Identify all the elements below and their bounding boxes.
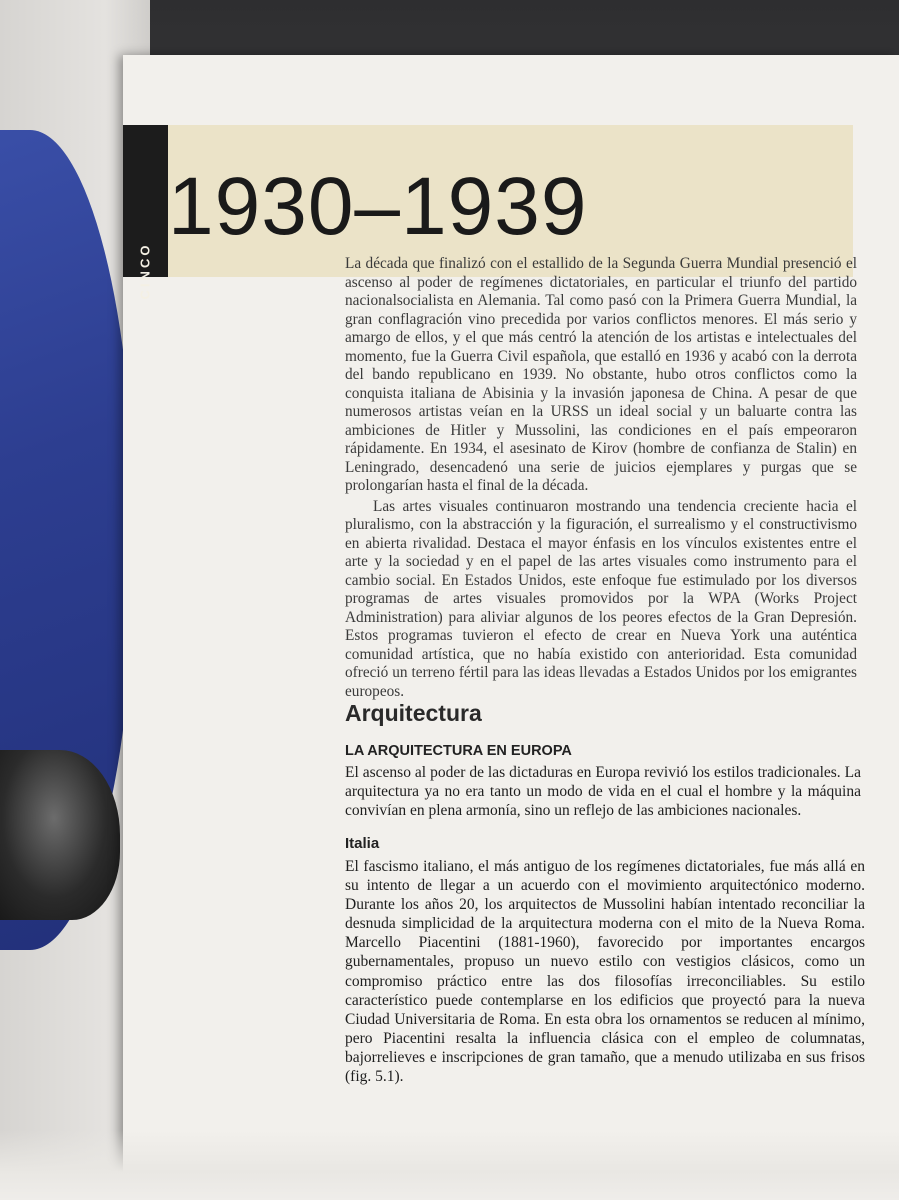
italia-heading: Italia <box>345 835 380 852</box>
intro-text <box>345 255 857 701</box>
left-page-sculpture-photo <box>0 750 120 920</box>
chapter-label: CINCO <box>137 242 153 300</box>
chapter-title: 1930–1939 <box>168 160 588 252</box>
intro-paragraph: La década que finalizó con el estallido de la Segunda Guerra Mundial presenció el ascenso al poder de regímenes dictatoriales, en particular el triunfo del partido nacionalsocialista en Alemania. Tal como pasó con la Primera Guerra Mundial, la gran conflagración vino precedida por varios conflictos menores. El más serio y amargo de ellos, y el que más centró la atención de los artistas e intelectuales del momento, fue la Guerra Civil española, que estalló en 1936 y acabó con la derrota del bando republicano en 1939. No obstante, hubo otros conflictos como la conquista italiana de Abisinia y la invasión japonesa de China. A pesar de que numerosos artistas veían en la URSS un ideal social y un baluarte contra las ambiciones de Hitler y Mussolini, las condiciones en el país empeoraron rápidamente. En 1934, el asesinato de Kirov (hombre de confianza de Stalin) en Leningrado, desencadenó una serie de juicios ejemplares y purgas que se prolongarían hasta el final de la década. <box>345 255 857 494</box>
section-heading: Arquitectura <box>345 700 482 726</box>
europa-paragraph: El ascenso al poder de las dictaduras en Europa revivió los estilos tradicionales. La arquitectura ya no era tanto un modo de vida en el cual el hombre y la máquina convivían en plena armonía, sino un reflejo de las ambiciones nacionales. <box>345 764 861 819</box>
table-surface <box>0 1130 899 1200</box>
italia-paragraph: El fascismo italiano, el más antiguo de los regímenes dictatoriales, fue más allá en su intento de llegar a un acuerdo con el movimiento arquitectónico moderno. Durante los años 20, los arquitectos de Mussolini habían intentado reconciliar la desnuda simplicidad de la arquitectura moderna con el mito de la Nueva Roma. Marcello Piacentini (1881-1960), favorecido por importantes encargos gubernamentales, propuso un nuevo estilo con vestigios clásicos, como un compromiso práctico entre las dos filosofías irreconciliables. Su estilo característico puede contemplarse en los edificios que proyectó para la nueva Ciudad Universitaria de Roma. En esta obra los ornamentos se reducen al mínimo, pero Piacentini resalta la influencia clásica con el empleo de columnatas, bajorrelieves e inscripciones de gran tamaño, que a menudo utilizaba en sus frisos (fig. 5.1). <box>345 858 865 1086</box>
book-page <box>123 55 899 1200</box>
subsection-heading: LA ARQUITECTURA EN EUROPA <box>345 743 572 759</box>
chapter-tab <box>123 125 168 300</box>
intro-paragraph: Las artes visuales continuaron mostrando una tendencia creciente hacia el pluralismo, con la abstracción y la figuración, el surrealismo y el constructivismo en abierta rivalidad. Destaca el mayor énfasis en los vínculos existentes entre el arte y la sociedad y en el papel de las artes visuales como instrumento para el cambio social. En Estados Unidos, este enfoque fue estimulado por los diversos programas de artes visuales promovidos por la WPA (Works Project Administration) para aliviar algunos de los peores efectos de la Gran Depresión. Estos programas tuvieron el efecto de crear en Nueva York una auténtica comunidad artística, que no había existido con anterioridad. Esta comunidad ofreció un terreno fértil para las ideas llevadas a Estados Unidos por los emigrantes europeos. <box>345 497 857 700</box>
